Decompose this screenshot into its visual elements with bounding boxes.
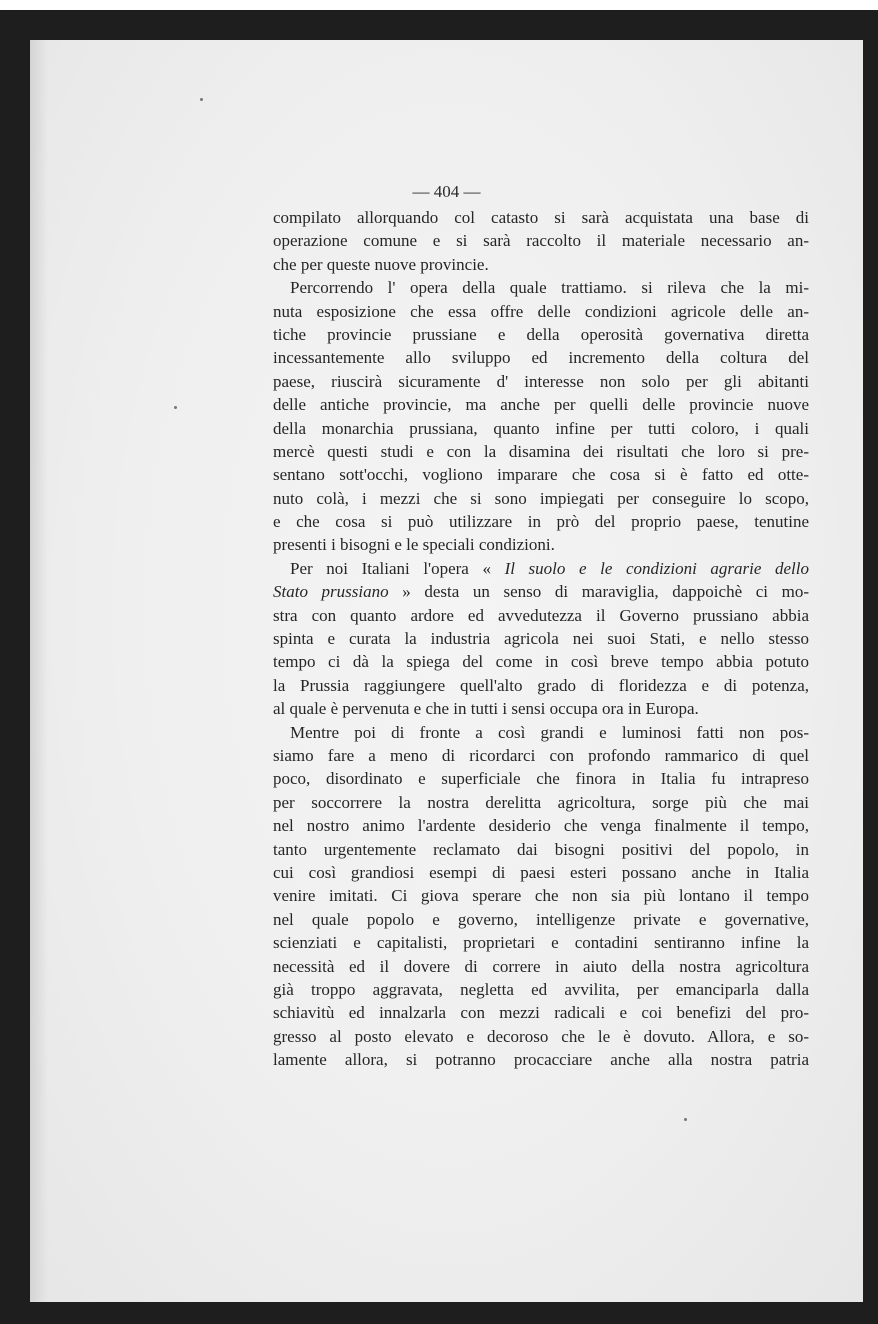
text-line bbox=[273, 253, 809, 276]
text-line bbox=[273, 300, 809, 323]
text-line bbox=[273, 1001, 809, 1024]
text-line bbox=[273, 884, 809, 907]
text-segment: siamo fare a meno di ricordarci con profondo rammarico di quel bbox=[273, 745, 809, 765]
text-line bbox=[273, 417, 809, 440]
text-segment: scienziati e capitalisti, proprietari e contadini sentiranno infine la bbox=[273, 933, 809, 953]
text-line bbox=[273, 674, 809, 697]
text-segment: Percorrendo l' opera della quale trattiamo. si rileva che la mi- bbox=[290, 278, 809, 298]
text-line bbox=[273, 908, 809, 931]
text-segment: cui così grandiosi esempi di paesi esteri possano anche in Italia bbox=[273, 862, 809, 882]
text-line bbox=[273, 955, 809, 978]
book-page bbox=[30, 40, 863, 1302]
text-segment: tiche provincie prussiane e della operosità governativa diretta bbox=[273, 324, 809, 344]
paper-speck bbox=[174, 406, 177, 409]
text-line bbox=[273, 323, 809, 346]
text-line bbox=[273, 533, 809, 556]
text-line bbox=[273, 861, 809, 884]
text-line bbox=[273, 440, 809, 463]
paper-speck bbox=[684, 1118, 687, 1121]
text-segment: tempo ci dà la spiega del come in così breve tempo abbia potuto bbox=[273, 652, 809, 672]
text-segment: poco, disordinato e superficiale che finora in Italia fu intrapreso bbox=[273, 769, 809, 789]
text-segment: operazione comune e si sarà raccolto il materiale necessario an- bbox=[273, 231, 809, 251]
text-segment: nuta esposizione che essa offre delle condizioni agricole delle an- bbox=[273, 301, 809, 321]
text-line bbox=[273, 510, 809, 533]
text-line bbox=[273, 721, 809, 744]
text-line bbox=[273, 346, 809, 369]
text-line bbox=[273, 276, 809, 299]
text-line bbox=[273, 650, 809, 673]
text-segment: già troppo aggravata, negletta ed avvilita, per emanciparla dalla bbox=[273, 979, 809, 999]
text-line bbox=[273, 1025, 809, 1048]
text-line bbox=[273, 604, 809, 627]
text-line bbox=[273, 557, 809, 580]
text-line bbox=[273, 580, 809, 603]
text-segment: spinta e curata la industria agricola nei suoi Stati, e nello stesso bbox=[273, 629, 809, 649]
text-segment: della monarchia prussiana, quanto infine per tutti coloro, i quali bbox=[273, 418, 809, 438]
text-line bbox=[273, 697, 809, 720]
text-segment: Mentre poi di fronte a così grandi e luminosi fatti non pos- bbox=[290, 722, 809, 742]
text-segment: incessantemente allo sviluppo ed incremento della coltura del bbox=[273, 348, 809, 368]
text-segment: la Prussia raggiungere quell'alto grado di floridezza e di potenza, bbox=[273, 675, 809, 695]
text-line bbox=[273, 931, 809, 954]
text-segment: » desta un senso di maraviglia, dappoichè ci mo- bbox=[388, 582, 809, 602]
text-line bbox=[273, 463, 809, 486]
paper-speck bbox=[200, 98, 203, 101]
text-segment: nel nostro animo l'ardente desiderio che venga finalmente il tempo, bbox=[273, 816, 809, 836]
text-segment: paese, riuscirà sicuramente d' interesse non solo per gli abitanti bbox=[273, 371, 809, 391]
text-segment: delle antiche provincie, ma anche per quelli delle provincie nuove bbox=[273, 395, 809, 415]
text-segment: necessità ed il dovere di correre in aiuto della nostra agricoltura bbox=[273, 956, 809, 976]
text-line bbox=[273, 744, 809, 767]
text-segment: compilato allorquando col catasto si sarà acquistata una base di bbox=[273, 208, 809, 227]
text-segment: che per queste nuove provincie. bbox=[273, 254, 489, 274]
text-segment: al quale è pervenuta e che in tutti i sensi occupa ora in Europa. bbox=[273, 699, 699, 719]
italic-title-segment: Stato prussiano bbox=[273, 582, 389, 602]
text-segment: nuto colà, i mezzi che si sono impiegati per conseguire lo scopo, bbox=[273, 488, 809, 508]
text-segment: schiavitù ed innalzarla con mezzi radicali e coi benefizi del pro- bbox=[273, 1003, 809, 1023]
page-number: — 404 — bbox=[412, 182, 481, 201]
text-segment: mercè questi studi e con la disamina dei risultati che loro si pre- bbox=[273, 441, 809, 461]
text-line bbox=[273, 229, 809, 252]
text-line bbox=[273, 838, 809, 861]
text-segment: lamente allora, si potranno procacciare anche alla nostra patria bbox=[273, 1050, 809, 1070]
text-segment: venire imitati. Ci giova sperare che non sia più lontano il tempo bbox=[273, 886, 809, 906]
text-segment: e che cosa si può utilizzare in prò del proprio paese, tenutine bbox=[273, 512, 809, 532]
text-line bbox=[273, 791, 809, 814]
text-line bbox=[273, 814, 809, 837]
text-segment: tanto urgentemente reclamato dai bisogni positivi del popolo, in bbox=[273, 839, 809, 859]
text-line bbox=[273, 487, 809, 510]
text-line bbox=[273, 370, 809, 393]
text-line bbox=[273, 627, 809, 650]
text-segment: nel quale popolo e governo, intelligenze private e governative, bbox=[273, 909, 809, 929]
text-segment: Per noi Italiani l'opera « bbox=[290, 558, 505, 578]
text-segment: stra con quanto ardore ed avvedutezza il Governo prussiano abbia bbox=[273, 605, 809, 625]
text-segment: per soccorrere la nostra derelitta agricoltura, sorge più che mai bbox=[273, 792, 809, 812]
text-segment: presenti i bisogni e le speciali condizioni. bbox=[273, 535, 555, 555]
body-text bbox=[273, 206, 809, 1071]
italic-title-segment: Il suolo e le condizioni agrarie dello bbox=[504, 558, 810, 578]
text-line bbox=[273, 1048, 809, 1071]
text-line bbox=[273, 767, 809, 790]
text-segment: gresso al posto elevato e decoroso che le è dovuto. Allora, e so- bbox=[273, 1026, 809, 1046]
text-line bbox=[273, 206, 809, 229]
text-line bbox=[273, 978, 809, 1001]
scan-top-margin bbox=[0, 0, 878, 10]
page-gutter-shadow bbox=[30, 40, 48, 1302]
text-segment: sentano sott'occhi, vogliono imparare che cosa si è fatto ed otte- bbox=[273, 465, 809, 485]
text-line bbox=[273, 393, 809, 416]
